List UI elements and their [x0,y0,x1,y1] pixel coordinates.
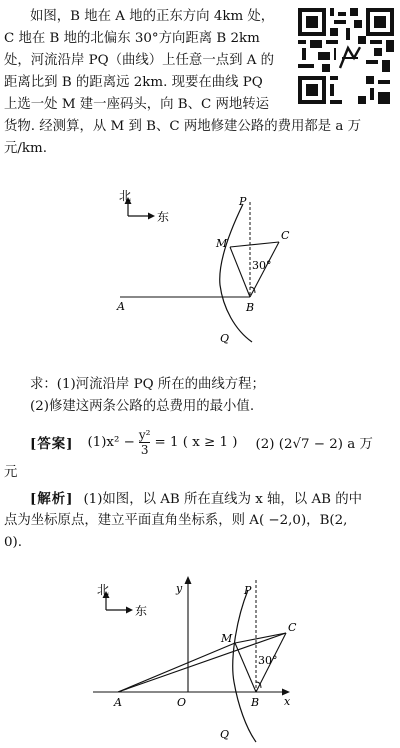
answer-part1-post: = 1 ( x ≥ 1 ) [154,434,238,450]
fraction-numerator: y² [138,427,151,442]
analysis-line-3: 0). [4,535,23,550]
label-m-1: M [216,237,228,250]
answer-continuation: 元 [4,465,18,480]
curve-pq-1 [220,204,255,342]
label-b-2: B [251,696,260,709]
label-p-2: P [244,584,252,597]
answer-fraction [139,428,151,457]
label-a-2: A [114,696,122,709]
compass-1 [119,190,169,224]
label-m-2: M [221,632,233,645]
east-label-1: 东 [157,210,170,224]
label-y: y [176,582,183,595]
line-mb-1 [230,247,250,297]
problem-line-4: 距离比到 B 的距离远 2km. 现要在曲线 PQ [4,75,263,90]
angle-label-1: 30° [252,259,272,272]
line-am-2 [118,643,235,692]
figure-2 [88,560,318,746]
answer-part2: (2) (2√7 − 2) a 万 [255,436,373,452]
north-label-1: 北 [119,190,132,203]
analysis-line-1: [解析] (1)如图，以 AB 所在直线为 x 轴，以 AB 的中 [4,488,396,511]
line-mc-1 [230,242,279,247]
label-q-2: Q [220,728,230,741]
figure-1 [110,190,310,350]
problem-line-3: 处，河流沿岸 PQ（曲线）上任意一点到 A 的 [4,53,275,68]
question-line-1: 求：(1)河流沿岸 PQ 所在的曲线方程； [30,377,265,392]
label-c-1: C [281,229,290,242]
label-a-1: A [117,300,125,313]
answer-tag: [答案] [30,435,74,452]
problem-line-7: 元/km. [4,141,47,156]
analysis-tag: [解析] [30,491,74,507]
label-x: x [284,695,291,708]
label-p-1: P [239,195,247,208]
analysis-line-2: 点为坐标原点，建立平面直角坐标系，则 A( −2,0)，B(2, [4,513,348,528]
problem-line-1: 如图，B 地在 A 地的正东方向 4km 处， [30,9,275,24]
problem-line-5: 上选一处 M 建一座码头，向 B、C 两地转运 [4,97,270,112]
compass-2 [97,583,147,618]
question-line-2: (2)修建这两条公路的总费用的最小值. [30,399,255,414]
qr-code-icon [298,8,394,104]
answer-line [30,424,373,460]
label-c-2: C [288,621,297,634]
problem-line-6: 货物. 经测算，从 M 到 B、C 两地修建公路的费用都是 a 万 [4,119,362,134]
label-b-1: B [246,301,255,314]
label-q-1: Q [220,332,230,345]
fraction-denominator: 3 [140,442,149,457]
east-label-2: 东 [135,604,148,618]
problem-line-2: C 地在 B 地的北偏东 30°方向距离 B 2km [4,31,260,46]
angle-label-2: 30° [258,654,278,667]
north-label-2: 北 [97,583,110,597]
answer-part1-pre: (1)x² − [87,434,135,450]
label-o: O [177,696,187,709]
